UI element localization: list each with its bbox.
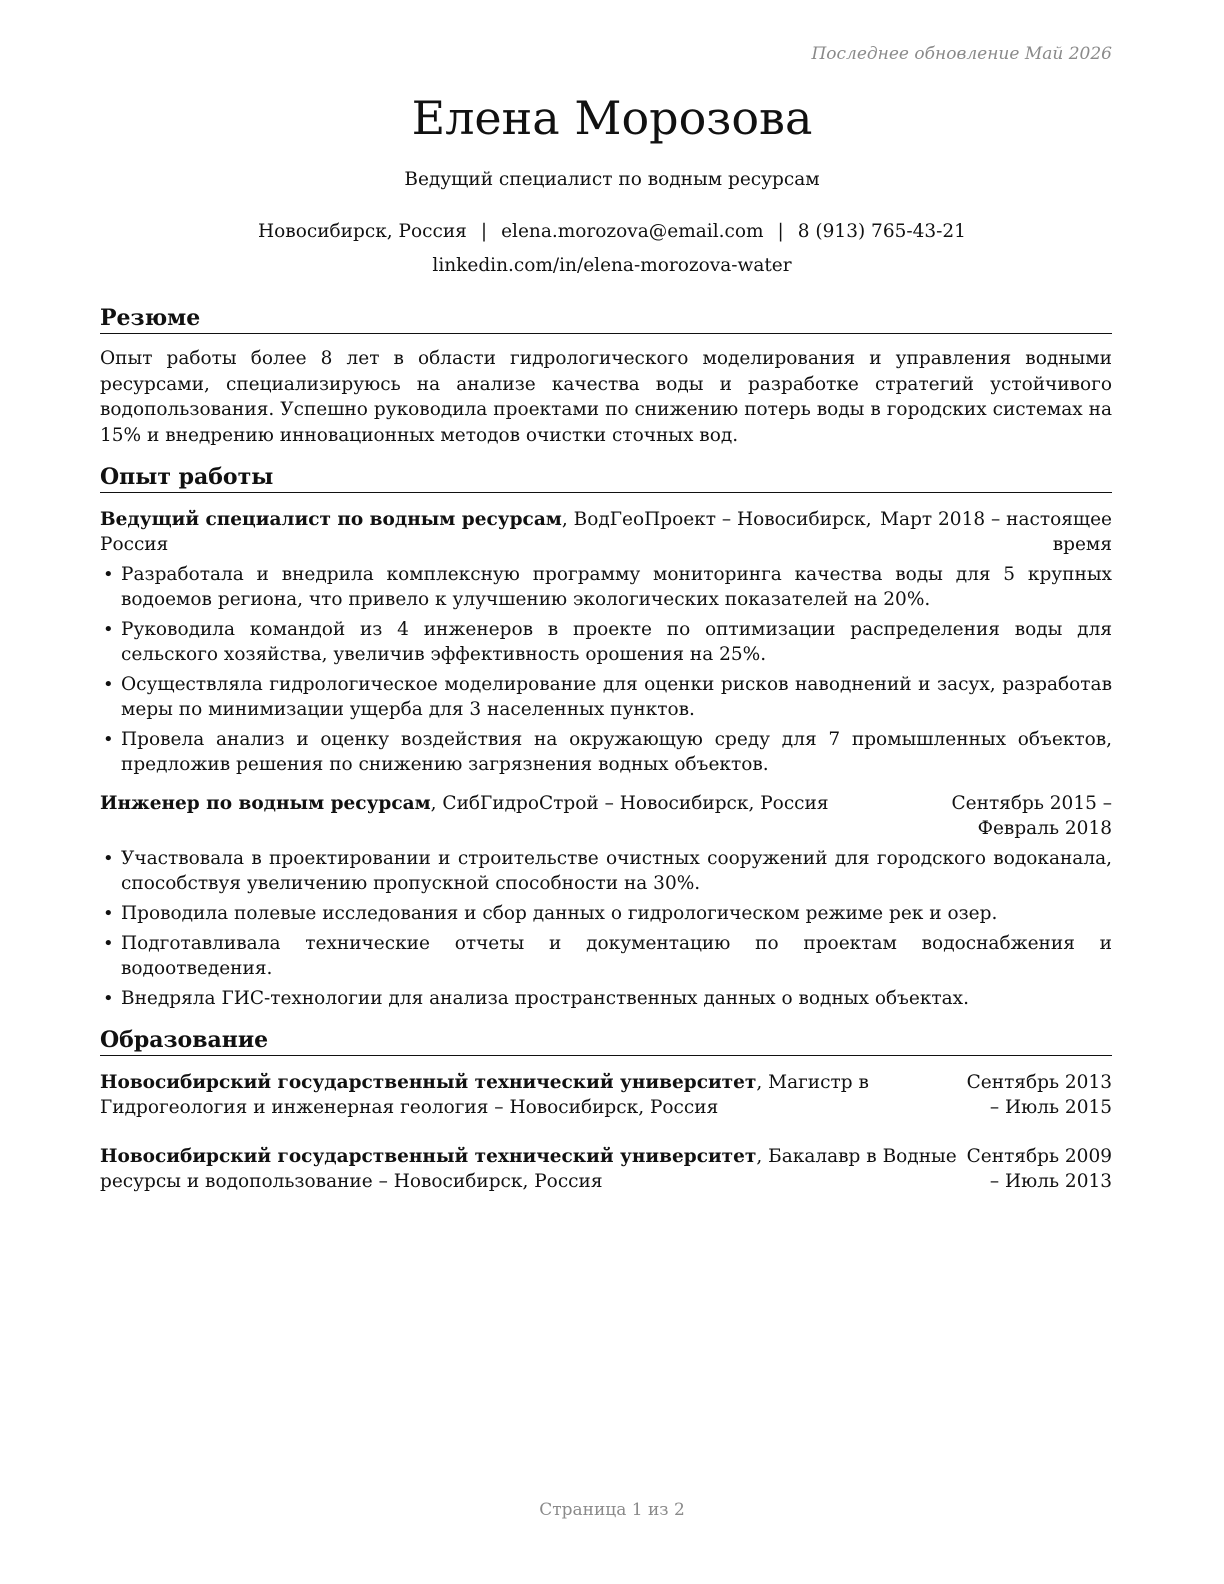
bullet-item <box>100 986 1112 1011</box>
bullet-text: Внедряла ГИС-технологии для анализа пространственных данных о водных объектах. <box>121 988 969 1009</box>
summary-text: Опыт работы более 8 лет в области гидрологического моделирования и управления водными ресурсами, специализируюсь на анализе качества воды и разработке стратегий устойчивого водопользования. Успешно руководила проектами по снижению потерь воды в городских системах на 15% и внедрению инновационных методов очистки сточных вод. <box>100 348 1112 446</box>
education-info <box>100 1070 963 1120</box>
separator: | <box>480 221 488 242</box>
bullet-text: Подготавливала технические отчеты и документацию по проектам водоснабжения и водоотведения. <box>121 933 1112 979</box>
bullet-text: Руководила командой из 4 инженеров в проекте по оптимизации распределения воды для сельского хозяйства, увеличив эффективность орошения на 25%. <box>121 619 1112 665</box>
bullet-text: Участвовала в проектировании и строительстве очистных сооружений для городского водоканала, способствуя увеличению пропускной способности на 30%. <box>121 848 1112 894</box>
resume-body <box>100 303 1112 1194</box>
job-dates: Сентябрь 2015 – Февраль 2018 <box>951 793 1112 839</box>
job-company: , ВодГеоПроект – Новосибирск, Россия <box>100 509 872 555</box>
bullet-icon: • <box>103 903 114 924</box>
location: Новосибирск, Россия <box>258 221 467 242</box>
contact-line <box>0 219 1224 245</box>
bullet-text: Проводила полевые исследования и сбор данных о гидрологическом режиме рек и озер. <box>121 903 998 924</box>
bullet-item <box>100 931 1112 981</box>
job-entry <box>100 791 1112 1011</box>
school-name: Новосибирский государственный технический университет <box>100 1072 757 1093</box>
bullet-item <box>100 672 1112 722</box>
job-role: Инженер по водным ресурсам <box>100 793 431 814</box>
bullet-text: Осуществляла гидрологическое моделирование для оценки рисков наводнений и засух, разработав меры по минимизации ущерба для 3 населенных пунктов. <box>121 674 1112 720</box>
job-list <box>100 507 1112 1011</box>
bullet-icon: • <box>103 674 114 695</box>
job-bullets <box>100 846 1112 1011</box>
bullet-icon: • <box>103 729 114 750</box>
person-name: Елена Морозова <box>411 91 813 145</box>
bullet-icon: • <box>103 619 114 640</box>
degree-detail: , Бакалавр в Водные ресурсы и водопользование – Новосибирск, Россия <box>100 1146 957 1192</box>
bullet-icon: • <box>103 988 114 1009</box>
degree-detail: , Магистр в Гидрогеология и инженерная геология – Новосибирск, Россия <box>100 1072 869 1118</box>
job-header <box>100 791 1112 841</box>
education-info <box>100 1144 963 1194</box>
linkedin-link[interactable]: linkedin.com/in/elena-morozova-water <box>432 255 792 276</box>
separator: | <box>777 221 784 242</box>
bullet-text: Провела анализ и оценку воздействия на окружающую среду для 7 промышленных объектов, предложив решения по снижению загрязнения водных объектов. <box>121 729 1112 775</box>
education-list <box>100 1070 1112 1194</box>
education-dates: Сентябрь 2013 – Июль 2015 <box>966 1072 1112 1118</box>
bullet-item <box>100 846 1112 896</box>
education-entry <box>100 1144 1112 1194</box>
bullet-icon: • <box>103 933 114 954</box>
bullet-text: Разработала и внедрила комплексную программу мониторинга качества воды для 5 крупных водоемов региона, что привело к улучшению экологических показателей на 20%. <box>121 564 1112 610</box>
job-company: , СибГидроСтрой – Новосибирск, Россия <box>430 793 829 814</box>
email-link[interactable]: elena.morozova@email.com <box>501 221 764 242</box>
job-bullets <box>100 562 1112 777</box>
bullet-item <box>100 617 1112 667</box>
summary-heading: Резюме <box>100 303 1112 334</box>
school-name: Новосибирский государственный технический университет <box>100 1146 757 1167</box>
page-number: Страница 1 из 2 <box>539 1500 685 1520</box>
education-dates: Сентябрь 2009 – Июль 2013 <box>966 1146 1112 1192</box>
bullet-item <box>100 901 1112 926</box>
job-role-company <box>100 791 872 841</box>
last-updated: Последнее обновление Май 2026 <box>811 44 1112 64</box>
job-header <box>100 507 1112 557</box>
bullet-icon: • <box>103 564 114 585</box>
phone: 8 (913) 765-43-21 <box>797 221 966 242</box>
job-title: Ведущий специалист по водным ресурсам <box>404 169 820 190</box>
job-role: Ведущий специалист по водным ресурсам <box>100 509 562 530</box>
job-dates: Март 2018 – настоящее время <box>880 509 1112 555</box>
job-role-company <box>100 507 872 557</box>
experience-heading: Опыт работы <box>100 462 1112 493</box>
education-heading: Образование <box>100 1025 1112 1056</box>
bullet-item <box>100 562 1112 612</box>
education-entry <box>100 1070 1112 1120</box>
job-entry <box>100 507 1112 777</box>
bullet-item <box>100 727 1112 777</box>
bullet-icon: • <box>103 848 114 869</box>
